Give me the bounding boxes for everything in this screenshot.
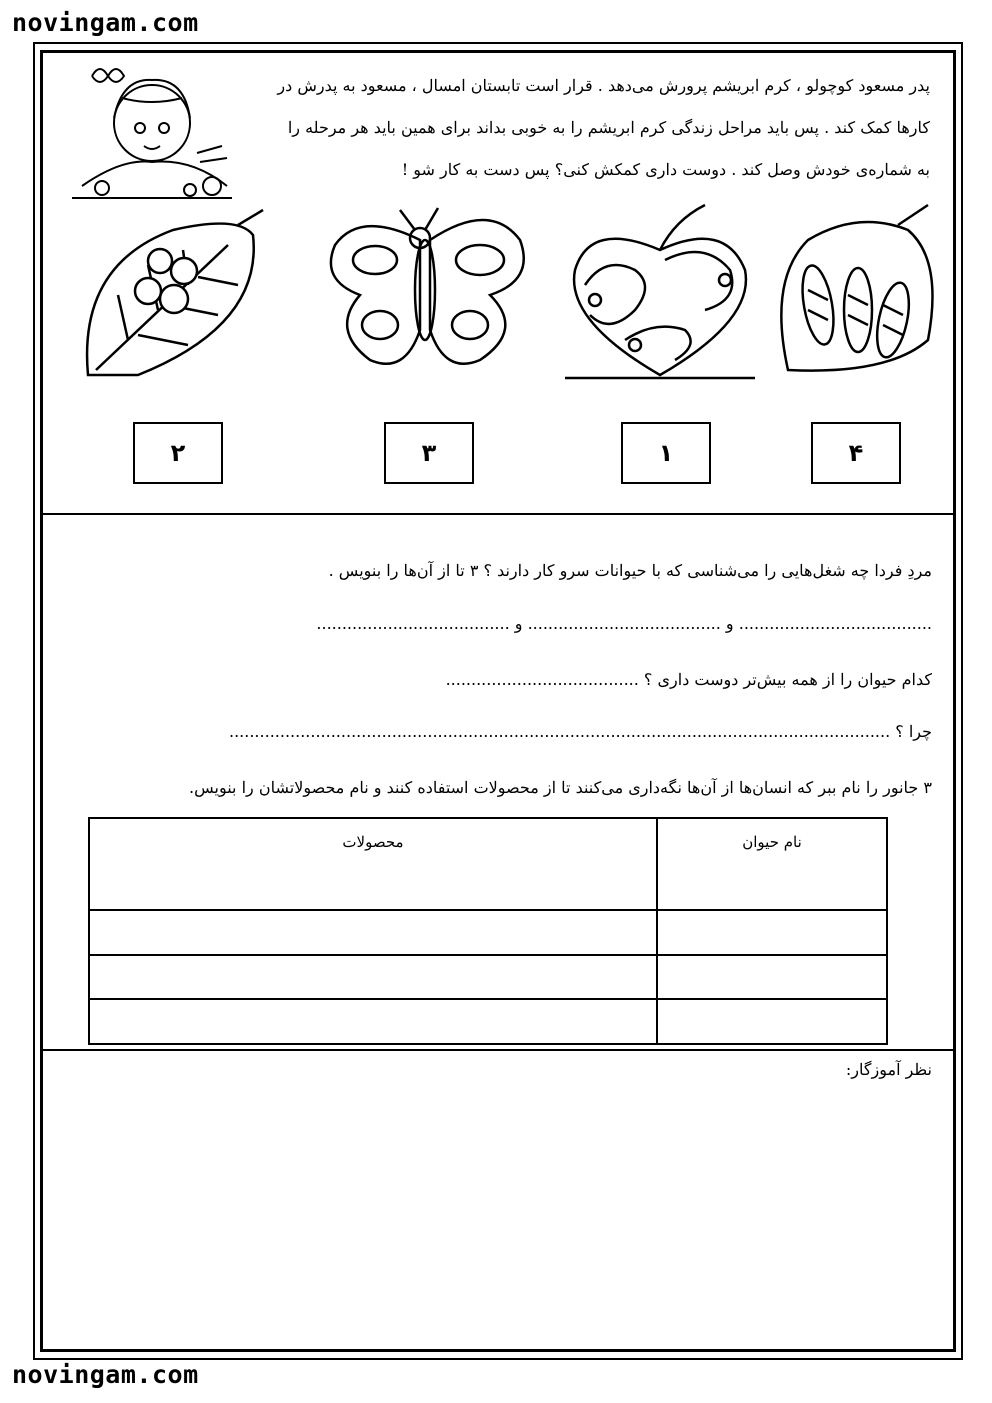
answer-jobs-blanks[interactable]: ...................................... و ...................................... و ...................................... xyxy=(316,614,932,633)
section-divider-2 xyxy=(40,1049,956,1051)
child-illustration xyxy=(62,58,242,206)
section-divider-1 xyxy=(40,513,956,515)
products-table xyxy=(88,817,888,1045)
header-products: محصولات xyxy=(89,818,657,910)
question-favorite-animal[interactable]: کدام حیوان را از همه بیش‌تر دوست داری ؟ ...................................... xyxy=(445,670,932,689)
stage-number-box[interactable]: ۲ xyxy=(133,422,223,484)
question-jobs: مردِ فردا چه شغل‌هایی را می‌شناسی که با حیوانات سرو کار دارند ؟ ۳ تا از آن‌ها را بنویس . xyxy=(328,561,932,580)
leaf-cocoons-illustration xyxy=(768,200,940,382)
question-why[interactable]: چرا ؟ .................................................................................................................................. xyxy=(229,722,932,741)
leaf-caterpillars-illustration xyxy=(565,200,755,382)
products-cell[interactable] xyxy=(89,955,657,1000)
animal-cell[interactable] xyxy=(657,955,887,1000)
watermark-bottom: novingam.com xyxy=(12,1360,199,1389)
animal-cell[interactable] xyxy=(657,999,887,1044)
leaf-eggs-illustration xyxy=(78,205,268,383)
stage-number-box[interactable]: ۳ xyxy=(384,422,474,484)
header-animal-name: نام حیوان xyxy=(657,818,887,910)
watermark-top: novingam.com xyxy=(12,8,199,37)
story-line-1: پدر مسعود کوچولو ، کرم ابریشم پرورش می‌دهد . قرار است تابستان امسال ، مسعود به پدرش در xyxy=(277,76,930,95)
story-line-2: کارها کمک کند . پس باید مراحل زندگی کرم ابریشم را به خوبی بداند برای همین باید هر مرحله را xyxy=(287,118,930,137)
table-row xyxy=(89,910,887,955)
table-header-row xyxy=(89,818,887,910)
table-row xyxy=(89,999,887,1044)
stage-number-box[interactable]: ۱ xyxy=(621,422,711,484)
story-line-3: به شماره‌ی خودش وصل کند . دوست داری کمکش کنی؟ پس دست به کار شو ! xyxy=(401,160,930,179)
stage-number-box[interactable]: ۴ xyxy=(811,422,901,484)
butterfly-illustration xyxy=(320,200,540,378)
teacher-note-label: نظر آموزگار: xyxy=(845,1060,932,1079)
products-cell[interactable] xyxy=(89,910,657,955)
products-cell[interactable] xyxy=(89,999,657,1044)
animal-cell[interactable] xyxy=(657,910,887,955)
question-products: ۳ جانور را نام ببر که انسان‌ها از آن‌ها نگه‌داری می‌کنند تا از محصولات استفاده کنند و نام محصولاتشان را بنویس. xyxy=(189,778,932,797)
table-row xyxy=(89,955,887,1000)
